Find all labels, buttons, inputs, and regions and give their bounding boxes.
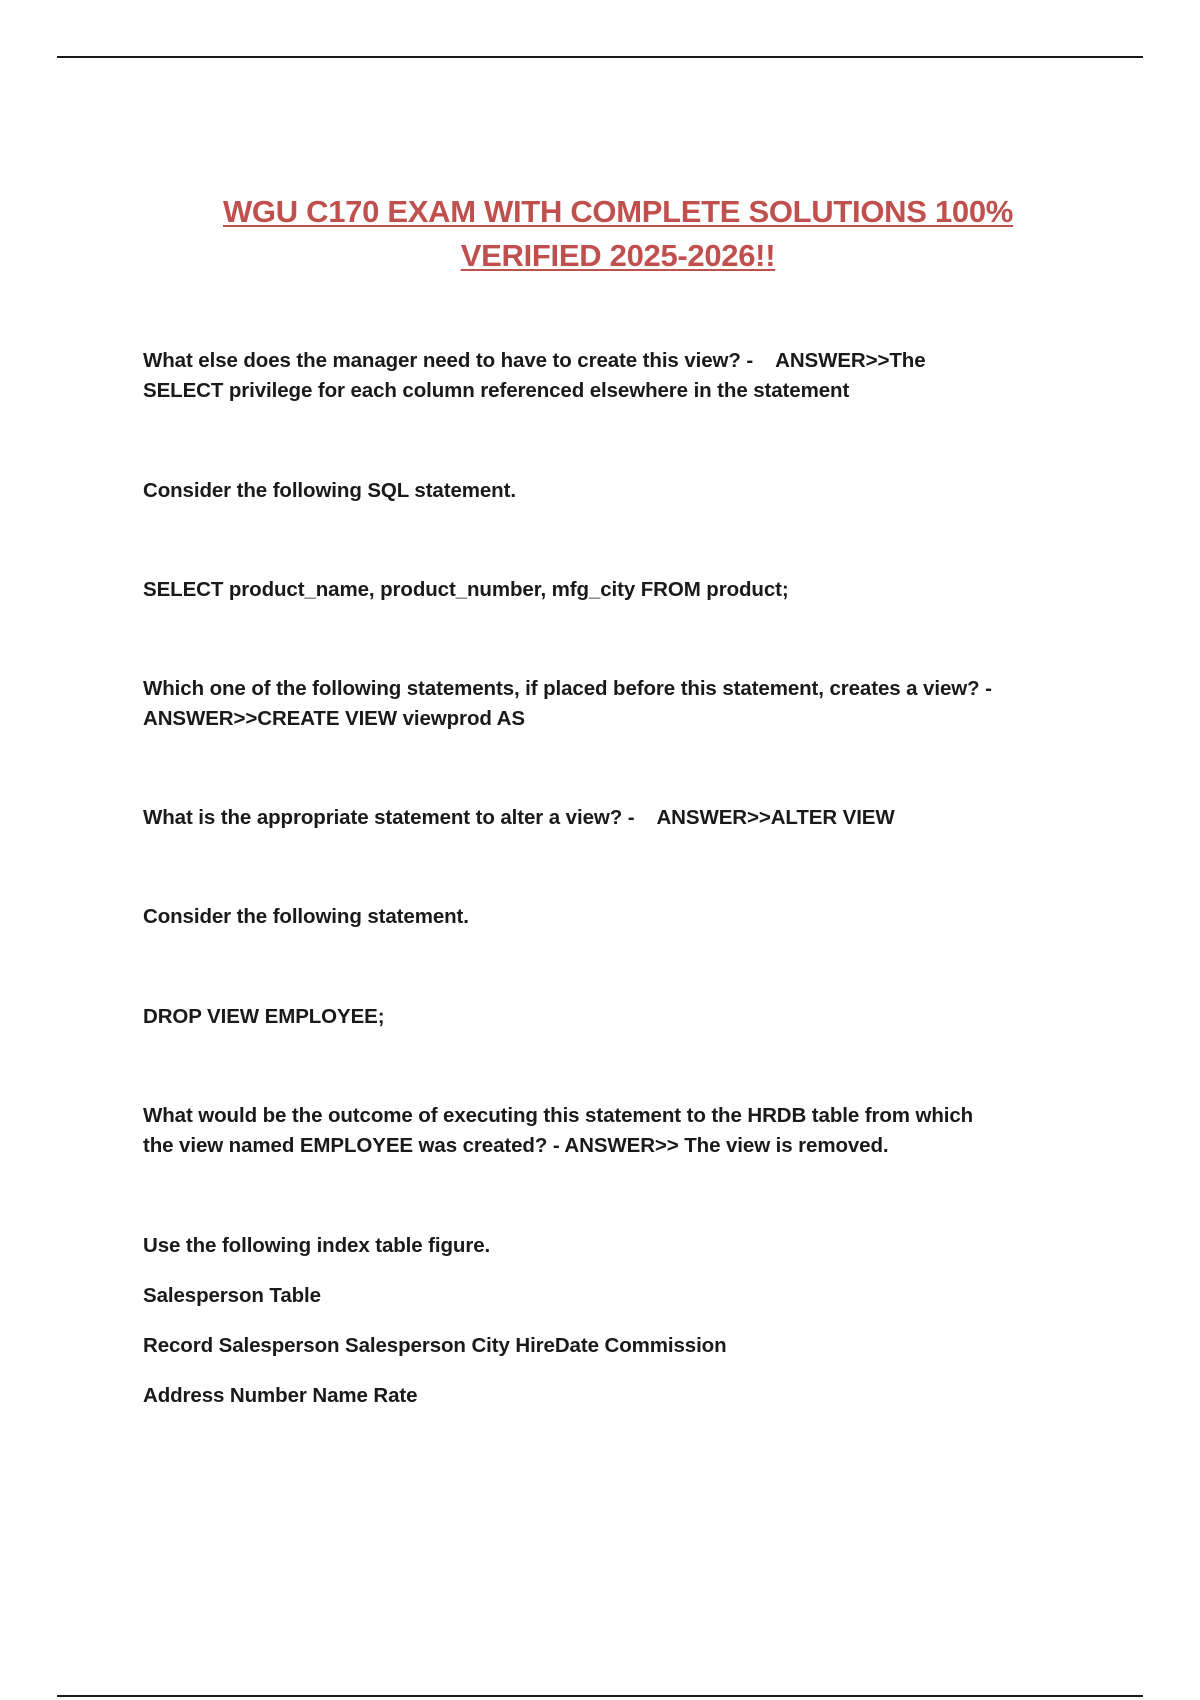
qa-paragraph-drop-view-outcome — [143, 1101, 1103, 1161]
top-rule — [57, 56, 1143, 58]
question-text: What would be the outcome of executing this statement to the HRDB table from which — [143, 1104, 974, 1127]
paragraph-consider-sql: Consider the following SQL statement. — [143, 479, 516, 502]
title-line-1: WGU C170 EXAM WITH COMPLETE SOLUTIONS 100% — [222, 194, 1014, 229]
title-line-2: VERIFIED 2025-2026!! — [460, 238, 776, 273]
document-title — [0, 190, 1200, 278]
qa-paragraph-alter-view — [143, 803, 1103, 833]
question-text: What else does the manager need to have to create this view? - — [143, 349, 754, 372]
qa-paragraph-manager-privilege — [143, 346, 1103, 406]
bottom-rule — [57, 1695, 1143, 1697]
qa-paragraph-create-view — [143, 674, 1103, 734]
question-text: What is the appropriate statement to alter a view? - — [143, 806, 635, 829]
sql-select-statement: SELECT product_name, product_number, mfg_city FROM product; — [143, 578, 789, 601]
sql-drop-view-statement: DROP VIEW EMPLOYEE; — [143, 1005, 385, 1028]
question-text: Which one of the following statements, if placed before this statement, creates a view? - — [143, 677, 992, 700]
paragraph-salesperson-table: Salesperson Table — [143, 1284, 321, 1307]
answer-text: ANSWER>>CREATE VIEW viewprod AS — [143, 707, 525, 730]
answer-text: ANSWER>>ALTER VIEW — [656, 806, 895, 829]
answer-text: ANSWER>>The — [775, 349, 926, 372]
paragraph-table-headers-row2: Address Number Name Rate — [143, 1384, 418, 1407]
paragraph-consider-statement: Consider the following statement. — [143, 905, 469, 928]
paragraph-index-table-figure: Use the following index table figure. — [143, 1234, 491, 1257]
answer-text: the view named EMPLOYEE was created? - ANSWER>> The view is removed. — [143, 1134, 889, 1157]
answer-continuation: SELECT privilege for each column referenced elsewhere in the statement — [143, 379, 850, 402]
paragraph-table-headers-row1: Record Salesperson Salesperson City HireDate Commission — [143, 1334, 727, 1357]
